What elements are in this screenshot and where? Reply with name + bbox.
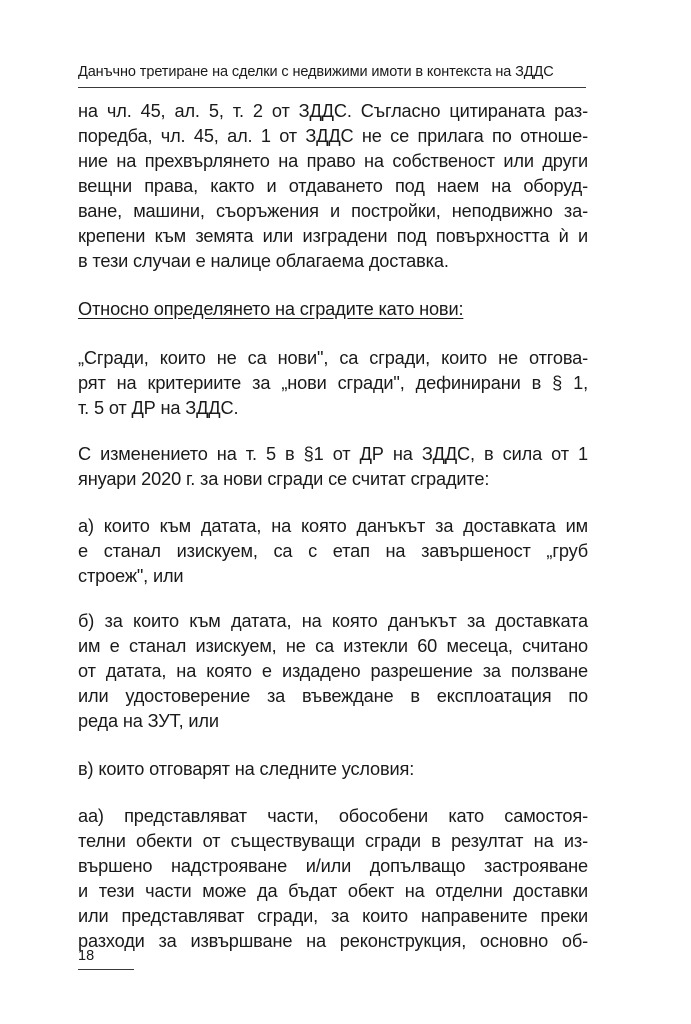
text-line: телни обекти от съществуващи сгради в резултат на из- [78,831,588,851]
text-line: С изменението на т. 5 в §1 от ДР на ЗДДС, в сила от 1 [78,444,588,464]
text-line: ване, машини, съоръжения и постройки, неподвижно за- [78,201,588,221]
section-heading-text: Относно определянето на сградите като нови: [78,299,464,319]
page-number: 18 [78,948,95,964]
text-line: е станал изискуем, са с етап на завършеност „груб [78,541,588,561]
text-line: в) които отговарят на следните условия: [78,759,415,779]
text-line: вещни права, както и отдаването под наем на оборуд- [78,176,588,196]
text-line: т. 5 от ДР на ЗДДС. [78,398,239,418]
text-line: рят на критериите за „нови сгради", дефинирани в § 1, [78,373,588,393]
text-line: строеж", или [78,566,184,586]
text-line: от датата, на която е издадено разрешение за ползване [78,661,588,681]
text-line: разходи за извършване на реконструкция, основно об- [78,931,588,951]
text-line: на чл. 45, ал. 5, т. 2 от ЗДДС. Съгласно цитираната раз- [78,101,588,121]
text-line: „Сгради, които не са нови", са сгради, които не отгова- [78,348,588,368]
text-line: поредба, чл. 45, ал. 1 от ЗДДС не се прилага по отноше- [78,126,588,146]
text-line: им е станал изискуем, не са изтекли 60 месеца, считано [78,636,588,656]
text-line: или удостоверение за въвеждане в експлоатация по [78,686,588,706]
text-line: ние на прехвърлянето на право на собственост или други [78,151,588,171]
text-line: в тези случаи е налице облагаема доставка. [78,251,449,271]
text-line: вършено надстрояване и/или допълващо застрояване [78,856,588,876]
heading-line-wrap [78,296,588,322]
text-line: и тези части може да бъдат обект на отделни доставки [78,881,588,901]
text-line: аа) представляват части, обособени като самостоя- [78,806,588,826]
text-line: а) които към датата, на която данъкът за доставката им [78,516,588,536]
running-head: Данъчно третиране на сделки с недвижими имоти в контекста на ЗДДС [78,64,554,80]
text-line: или представляват сгради, за които направените преки [78,906,588,926]
text-line: реда на ЗУТ, или [78,711,219,731]
text-line: януари 2020 г. за нови сгради се считат сградите: [78,469,490,489]
header-rule [78,87,586,88]
text-line: б) за които към датата, на която данъкът за доставката [78,611,588,631]
footer-rule [78,969,134,970]
text-line: крепени към земята или изградени под повърхността ѝ и [78,226,588,246]
